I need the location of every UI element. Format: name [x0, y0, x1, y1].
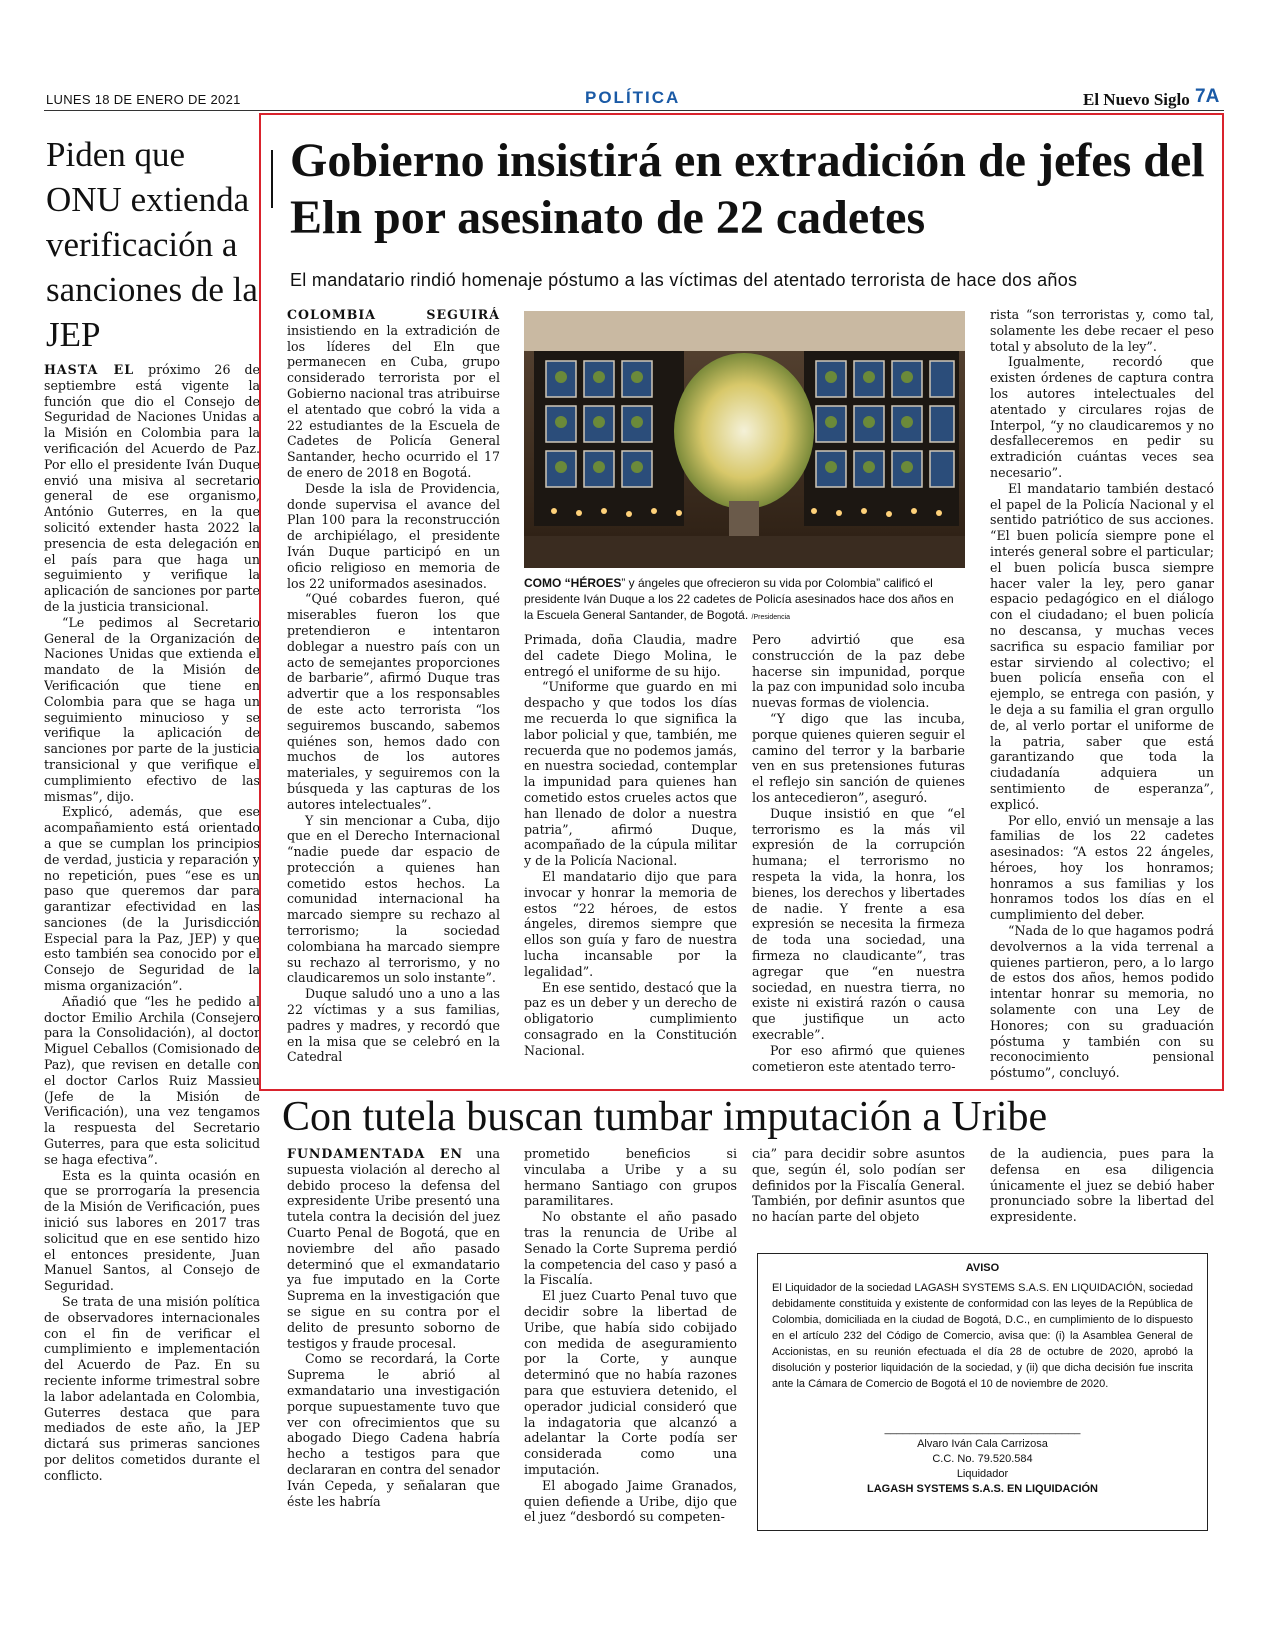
photo-caption [524, 575, 965, 626]
paragraph: El juez Cuarto Penal tuvo que decidir sobre la libertad de Uribe, que había sido cobijado con medida de aseguramiento por la Corte, y aunque determinó que no había razones para que estuviera detenido, el operador judicial consideró que la indagatoria que alcanzó a adelantar la Corte podía ser considerada como una imputación. [524, 1288, 737, 1477]
paragraph: Por eso afirmó que quienes cometieron este atentado terro- [752, 1042, 965, 1074]
paragraph: No obstante el año pasado tras la renuncia de Uribe al Senado la Corte Suprema perdió la competencia del caso y pasó a la Fiscalía. [524, 1209, 737, 1288]
paragraph: cia” para decidir sobre asuntos que, según él, solo podían ser definidos por la Fiscalía General. También, por definir asuntos que no hacían parte del objeto [752, 1146, 965, 1225]
paragraph: Esta es la quinta ocasión en que se prorrogaría la presencia de la Misión de Verificación, pues inició sus labores en 2017 tras solicitud que en ese sentido hizo el entonces presidente, Juan Manuel Santos, al Consejo de Seguridad. [44, 1167, 260, 1294]
section-title: POLÍTICA [585, 88, 681, 107]
caption-text: ” y ángeles que ofrecieron su vida por Colombia” calificó el presidente Iván Duque a los 22 cadetes de Policía asesinados hace dos años en la Escuela General Santander, de Bogotá. [524, 576, 954, 622]
signature-line: ________________________________ [884, 1423, 1081, 1435]
main-article-column-2 [524, 632, 737, 1082]
signer-role: Liquidador [956, 1468, 1009, 1480]
paragraph: “Le pedimos al Secretario General de la Organización de Naciones Unidas que extienda el mandato de la Misión de Verificación que tiene en Colombia para que se haga un seguimiento minucioso y se verifique la aplicación de sanciones por parte de la justicia transicional y que verifique el cumplimiento efectivo de las mismas”, dijo. [44, 614, 260, 804]
paragraph: próximo 26 de septiembre está vigente la función que dio el Consejo de Seguridad de Naciones Unidas a la Misión en Colombia para la verificación del Acuerdo de Paz. Por ello el presidente Iván Duque envió una misiva al secretario general de ese organismo, António Guterres, en la que solicitó extender hasta 2022 la presencia de esta delegación en el país para que haga un seguimiento y verifique la aplicación de sanciones por parte de la justicia transicional. [44, 362, 260, 614]
paragraph: insistiendo en la extradición de los líderes del Eln que permanecen en Cuba, grupo considerado terrorista por el Gobierno nacional tras atribuirse el atentado que cobró la vida a 22 estudiantes de la Escuela de Cadetes de Policía General Santander, hecho ocurrido el 17 de enero de 2018 en Bogotá. [287, 322, 500, 480]
main-article-column-3 [752, 632, 965, 1082]
company-name: LAGASH SYSTEMS S.A.S. EN LIQUIDACIÓN [866, 1483, 1099, 1495]
paragraph: Duque saludó uno a uno a las 22 víctimas y a sus familias, padres y madres, y recordó que en la misa que se celebró en la Catedral [287, 986, 500, 1065]
paragraph: “Y digo que las incuba, porque quienes quieren seguir el camino del terror y la barbarie ven en sus pretensiones futuras el reflejo sin sanción de quienes los antecedieron”, aseguró. [752, 710, 965, 805]
paragraph: El mandatario dijo que para invocar y honrar la memoria de estos “22 héroes, de estos ángeles, diremos siempre que ellos son guía y faro de nuestra lucha incansable por la legalidad”. [524, 868, 737, 979]
header-rule [44, 110, 1224, 111]
paragraph: Pero advirtió que esa construcción de la paz debe hacerse sin impunidad, porque la paz con impunidad solo incuba nuevas formas de violencia. [752, 632, 965, 711]
paragraph: una supuesta violación al derecho al debido proceso la defensa del expresidente Uribe presentó una tutela contra la decisión del juez Cuarto Penal de Bogotá, que en noviembre del año pasado determinó que el exmandatario ya fue imputado en la Corte Suprema en la investigación que se sigue en su contra por el delito de presunto soborno de testigos y fraude procesal. [287, 1146, 500, 1351]
second-article-column-1 [287, 1146, 500, 1536]
paragraph: Primada, doña Claudia, madre del cadete Diego Molina, le entregó el uniforme de su hijo. [524, 632, 737, 679]
paragraph: Igualmente, recordó que existen órdenes de captura contra los autores intelectuales del atentado y circulares rojas de Interpol, “y no claudicaremos y no desfalleceremos en pedir su extradición cuántas veces sea necesario”. [990, 354, 1214, 480]
left-article-lead: HASTA EL [44, 362, 135, 377]
notice-signature-block [758, 1422, 1207, 1497]
paragraph: Por ello, envió un mensaje a las familias de los 22 cadetes asesinados: “A estos 22 ángeles, héroes, hoy los honramos; honramos a sus familias y los honramos todos los días en el cumplimiento del deber. [990, 812, 1214, 923]
photo-credit: /Presidencia [751, 614, 791, 621]
second-headline: Con tutela buscan tumbar imputación a Uribe [282, 1094, 1048, 1140]
main-article-column-1 [287, 307, 500, 1082]
paragraph: “Qué cobardes fueron, qué miserables fueron los que pretendieron e intentaron doblegar a nuestro país con un acto de semejantes proporciones de barbarie”, afirmó Duque tras advertir que a los responsables de este acto terrorista “los seguiremos buscando, sabemos quiénes son, hemos dado con muchos de los autores materiales, y seguiremos con la búsqueda y las capturas de los autores intelectuales”. [287, 591, 500, 812]
page-number: 7A [1195, 86, 1220, 107]
paragraph: Añadió que “les he pedido al doctor Emilio Archila (Consejero para la Consolidación), al doctor Miguel Ceballos (Comisionado de Paz), que revisen en detalle con el doctor Carlos Ruiz Massieu (Jefe de la Misión de Verificación), una vez tengamos la respuesta del Secretario Guterres, para que esta solicitud se haga efectiva”. [44, 993, 260, 1167]
issue-date: LUNES 18 DE ENERO DE 2021 [46, 92, 241, 107]
paragraph: rista “son terroristas y, como tal, solamente les debe recaer el peso total y absoluto de la ley”. [990, 307, 1214, 354]
paragraph: prometido beneficios si vinculaba a Uribe y a su hermano Santiago con grupos paramilitares. [524, 1146, 737, 1209]
paragraph: Se trata de una misión política de observadores internacionales con el fin de verificar el cumplimiento e implementación del Acuerdo de Paz. En su reciente informe trimestral sobre la labor adelantada en Colombia, Guterres destaca que para mediados de este año, la JEP dictará sus primeras sanciones por delitos cometidos durante el conflicto. [44, 1294, 260, 1483]
paragraph: Explicó, además, que ese acompañamiento está orientado a que se cumplan los principios de verdad, justicia y reparación y no repetición, pues “ese es un paso que queremos dar para garantizar efectividad en las sanciones (de la Jurisdicción Especial para la Paz, JEP) y que esto también sea conocido por el Consejo de Seguridad de la misma organización”. [44, 804, 260, 994]
left-article-title: Piden que ONU extienda verificación a sanciones de la JEP [46, 135, 258, 354]
notice-body: El Liquidador de la sociedad LAGASH SYSTEMS S.A.S. EN LIQUIDACIÓN, sociedad debidamente constituida y existente de conformidad con las leyes de la República de Colombia, domiciliada en la ciudad de Bogotá, D.C., en cumplimiento de lo dispuesto en el artículo 232 del Código de Comercio, avisa que: (i) la Asamblea General de Accionistas, en su reunión efectuada el día 28 de octubre de 2020, aprobó la disolución y posterior liquidación de la sociedad, y (ii) que dicha decisión fue inscrita ante la Cámara de Comercio de Bogotá el 10 de noviembre de 2020. [772, 1282, 1193, 1390]
signer-id: C.C. No. 79.520.584 [932, 1453, 1033, 1465]
paragraph: Duque insistió en que “el terrorismo es la más vil expresión de la corrupción humana; el terrorismo no respeta la vida, la honra, los bienes, los derechos y libertades de nadie. Y frente a esa expresión se necesita la firmeza de toda una sociedad, una firmeza no claudicante”, tras agregar que “en nuestra sociedad, en nuestra tierra, no existe ni existirá razón o causa que justifique un acto execrable”. [752, 805, 965, 1042]
headline-accent-bar [271, 150, 273, 208]
caption-lead: COMO “HÉROES [524, 576, 622, 590]
left-article-body [44, 362, 260, 1537]
paragraph: Y sin mencionar a Cuba, dijo que en el Derecho Internacional “nadie puede dar espacio de protección a quienes han cometido estos hechos. La comunidad internacional ha marcado siempre su rechazo al terrorismo; la sociedad colombiana ha marcado siempre su rechazo al terrorismo, y no claudicaremos un solo instante”. [287, 812, 500, 986]
paragraph: “Uniforme que guardo en mi despacho y que todos los días me recuerda lo que significa la labor policial y que, también, me recuerda que no podemos jamás, en nuestra sociedad, contemplar la impunidad para quienes han cometido estos crueles actos que han llenado de dolor a nuestra patria”, afirmó Duque, acompañado de la cúpula militar y de la Policía Nacional. [524, 679, 737, 869]
paragraph: El mandatario también destacó el papel de la Policía Nacional y el sentido patriótico de sus acciones. “El buen policía siempre pone el interés general sobre el particular; el buen policía busca siempre hacer valer la ley, pero ganar espacio pedagógico en el diálogo con el ciudadano; el buen policía no descansa, y muchas veces sacrifica su espacio familiar por estar sirviendo al colectivo; el buen policía enseña con el ejemplo, se entrega con pasión, y le deja a su familia el gran orgullo de, al verlo portar el uniforme de la patria, saber que está garantizando que toda la ciudadanía adquiera un sentimiento de esperanza”, explicó. [990, 480, 1214, 812]
signer-name: Alvaro Iván Cala Carrizosa [917, 1438, 1048, 1450]
paragraph: de la audiencia, pues para la defensa en esa diligencia únicamente el juez se debió haber pronunciado sobre la libertad del expresidente. [990, 1146, 1214, 1225]
main-article-column-4 [990, 307, 1214, 1082]
paragraph: Desde la isla de Providencia, donde supervisa el avance del Plan 100 para la reconstrucción de archipiélago, el presidente Iván Duque participó en un oficio religioso en memoria de los 22 uniformados asesinados. [287, 480, 500, 591]
memorial-photo-illustration [524, 311, 965, 568]
second-article-lead: FUNDAMENTADA EN [287, 1146, 464, 1161]
main-deck: El mandatario rindió homenaje póstumo a las víctimas del atentado terrorista de hace dos años [290, 270, 1078, 290]
second-article-column-2 [524, 1146, 737, 1536]
legal-notice [757, 1253, 1208, 1531]
paragraph: Como se recordará, la Corte Suprema le abrió al exmandatario una investigación porque supuestamente tuvo que ver con ofrecimientos que su abogado Diego Cadena habría hecho a testigos para que declararan en contra del senador Iván Cepeda, y señalaran que éste les habría [287, 1351, 500, 1509]
main-headline: Gobierno insistirá en extradición de jefes del Eln por asesinato de 22 cadetes [290, 134, 1205, 244]
newspaper-name: El Nuevo Siglo [1083, 90, 1190, 109]
main-article-lead: COLOMBIA SEGUIRÁ [287, 307, 500, 322]
memorial-photo [524, 311, 965, 568]
paragraph: “Nada de lo que hagamos podrá devolvernos a la vida terrenal a quienes partieron, pero, a lo largo de estos dos años, hemos podido intentar honrar su memoria, no solamente con una Ley de Honores; con su graduación póstuma y también con su reconocimiento pensional póstumo”, concluyó. [990, 923, 1214, 1081]
paragraph: El abogado Jaime Granados, quien defiende a Uribe, dijo que el juez “desbordó su competen- [524, 1477, 737, 1525]
notice-title: AVISO [965, 1262, 1000, 1274]
second-article-column-4 [990, 1146, 1214, 1246]
second-article-column-3 [752, 1146, 965, 1246]
paragraph: En ese sentido, destacó que la paz es un deber y un derecho de obligatorio cumplimiento consagrado en la Constitución Nacional. [524, 979, 737, 1058]
